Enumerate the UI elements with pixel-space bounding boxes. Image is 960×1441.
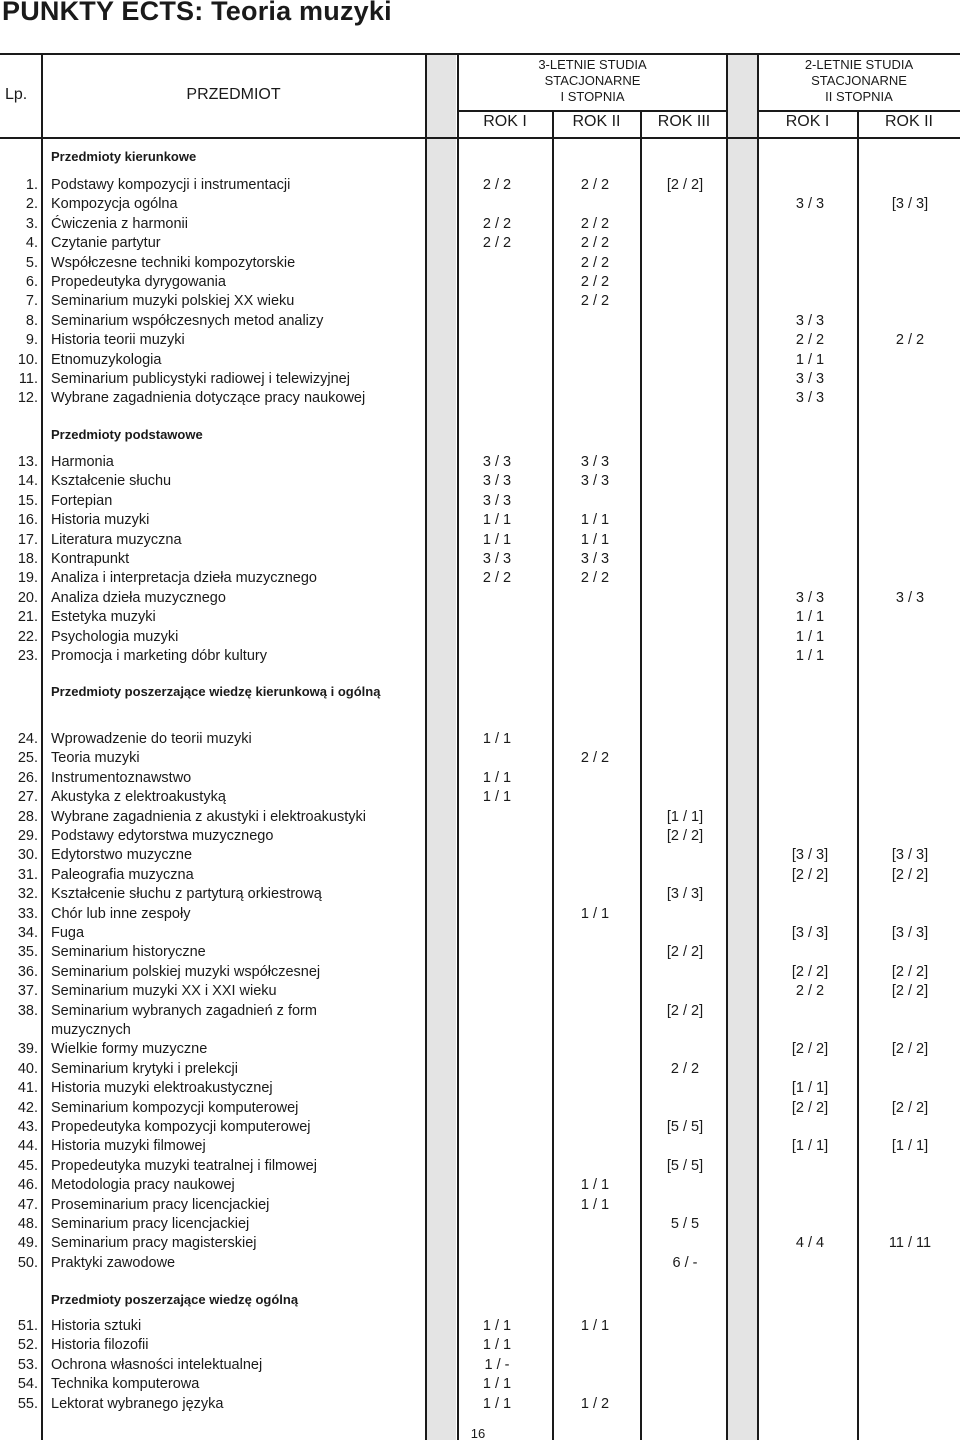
row-number: 50. — [17, 1254, 38, 1271]
row-number: 53. — [17, 1356, 38, 1373]
ects-value: [1 / 1] — [791, 1138, 829, 1155]
row-number: 47. — [17, 1196, 38, 1213]
row-number: 48. — [17, 1216, 38, 1232]
ects-value: 2 / 2 — [580, 274, 610, 290]
column-divider — [757, 53, 759, 1440]
subheader-rule-2 — [758, 110, 960, 112]
ects-value: 2 / 2 — [580, 177, 610, 193]
row-number: 33. — [17, 905, 38, 922]
subject-name: Estetyka muzyki — [51, 609, 156, 626]
ects-value: 2 / 2 — [580, 570, 610, 587]
ects-value: [1 / 1] — [891, 1138, 929, 1155]
row-number: 43. — [17, 1119, 38, 1135]
row-number: 40. — [17, 1060, 38, 1077]
row-number: 12. — [17, 390, 38, 407]
ects-value: 2 / 2 — [580, 235, 610, 252]
row-number: 35. — [17, 944, 38, 961]
ects-value: 4 / 4 — [795, 1235, 825, 1252]
group2-header — [758, 57, 960, 105]
subject-name: Metodologia pracy naukowej — [51, 1177, 235, 1194]
subject-name: Seminarium krytyki i prelekcji — [51, 1060, 238, 1077]
subject-name: Promocja i marketing dóbr kultury — [51, 648, 267, 664]
row-number: 41. — [17, 1080, 38, 1097]
section-title: Przedmioty podstawowe — [51, 427, 203, 442]
row-number: 54. — [17, 1376, 38, 1393]
ects-value: [3 / 3] — [891, 847, 929, 864]
group1-line3: I STOPNIA — [560, 89, 625, 104]
column-divider — [857, 110, 859, 1440]
row-number: 32. — [17, 886, 38, 903]
group1-header — [458, 57, 727, 105]
row-number: 44. — [17, 1138, 38, 1155]
subject-name: Historia muzyki filmowej — [51, 1138, 206, 1155]
ects-value: 1 / 1 — [482, 1318, 512, 1334]
ects-value: 3 / 3 — [795, 196, 825, 213]
ects-value: 2 / 2 — [795, 983, 825, 1000]
ects-value: 1 / 1 — [795, 609, 825, 626]
ects-value: 3 / 3 — [482, 551, 512, 567]
subject-name: Historia teorii muzyki — [51, 332, 185, 349]
subject-name: Kompozycja ogólna — [51, 196, 178, 213]
ects-value: 1 / 1 — [580, 531, 610, 548]
ects-value: [1 / 1] — [666, 808, 704, 825]
row-number: 11. — [18, 371, 38, 387]
row-number: 23. — [17, 648, 38, 664]
subject-name: Analiza i interpretacja dzieła muzycznego — [51, 570, 317, 587]
subject-name: Seminarium wybranych zagadnień z form muzycznych — [51, 1002, 317, 1039]
row-number: 28. — [17, 808, 38, 825]
table-top-rule — [0, 53, 960, 55]
row-number: 22. — [17, 628, 38, 645]
row-number: 9. — [25, 332, 38, 349]
header-bottom-rule — [0, 137, 960, 139]
row-number: 2. — [25, 196, 38, 213]
subject-name: Analiza dzieła muzycznego — [51, 589, 226, 606]
ects-value: [3 / 3] — [891, 925, 929, 941]
subject-name: Historia muzyki elektroakustycznej — [51, 1080, 273, 1097]
row-number: 17. — [17, 531, 38, 548]
page-number: 16 — [470, 1426, 486, 1441]
subject-name: Teoria muzyki — [51, 750, 140, 767]
subject-name: Seminarium pracy magisterskiej — [51, 1235, 257, 1252]
ects-value: 2 / 2 — [482, 177, 512, 193]
subject-name: Literatura muzyczna — [51, 531, 182, 548]
ects-value: 1 / 1 — [580, 1177, 610, 1194]
row-number: 45. — [17, 1157, 38, 1174]
ects-value: 2 / 2 — [895, 332, 925, 349]
ects-value: [2 / 2] — [791, 963, 829, 980]
column-gap — [727, 55, 757, 1440]
ects-value: 1 / 1 — [482, 769, 512, 786]
column-divider — [640, 110, 642, 1440]
subject-name: Seminarium polskiej muzyki współczesnej — [51, 963, 321, 980]
subject-name: Propedeutyka muzyki teatralnej i filmowej — [51, 1157, 317, 1174]
row-number: 13. — [17, 454, 38, 470]
subject-name: Technika komputerowa — [51, 1376, 200, 1393]
row-number: 52. — [17, 1337, 38, 1354]
ects-value: [2 / 2] — [666, 828, 704, 844]
subject-name: Praktyki zawodowe — [51, 1254, 176, 1271]
row-number: 42. — [17, 1099, 38, 1116]
ects-value: 1 / 1 — [795, 648, 825, 664]
row-number: 29. — [17, 828, 38, 844]
ects-value: 1 / 1 — [482, 1337, 512, 1354]
subject-name: Instrumentoznawstwo — [51, 769, 192, 786]
subject-name: Seminarium kompozycji komputerowej — [51, 1099, 299, 1116]
row-number: 55. — [17, 1395, 38, 1412]
row-number: 18. — [17, 551, 38, 567]
ects-value: 1 / 1 — [482, 531, 512, 548]
row-number: 15. — [17, 492, 38, 509]
subject-name: Historia sztuki — [51, 1318, 142, 1334]
row-number: 19. — [17, 570, 38, 587]
ects-value: [2 / 2] — [891, 1099, 929, 1116]
row-number: 6. — [25, 274, 38, 290]
row-number: 39. — [17, 1041, 38, 1058]
subject-name: Podstawy edytorstwa muzycznego — [51, 828, 274, 844]
ects-value: 3 / 3 — [795, 390, 825, 407]
row-number: 24. — [17, 731, 38, 747]
ects-value: 2 / 2 — [580, 293, 610, 310]
row-number: 51. — [17, 1318, 38, 1334]
ects-value: [1 / 1] — [791, 1080, 829, 1097]
ects-value: 1 / 1 — [482, 731, 512, 747]
section-title: Przedmioty poszerzające wiedzę ogólną — [51, 1292, 299, 1307]
year-header: ROK III — [657, 113, 711, 130]
ects-value: [2 / 2] — [891, 866, 929, 883]
subject-name: Ochrona własności intelektualnej — [51, 1356, 263, 1373]
subject-name: Fuga — [51, 925, 85, 941]
ects-value: 1 / 1 — [795, 351, 825, 368]
subject-name: Seminarium muzyki polskiej XX wieku — [51, 293, 295, 310]
ects-value: [2 / 2] — [791, 1099, 829, 1116]
ects-value: [2 / 2] — [891, 963, 929, 980]
row-number: 16. — [17, 512, 38, 529]
subject-name: Fortepian — [51, 492, 113, 509]
ects-value: 3 / 3 — [895, 589, 925, 606]
page-title: PUNKTY ECTS: Teoria muzyki — [2, 0, 392, 26]
ects-value: 3 / 3 — [580, 473, 610, 490]
ects-value: 1 / - — [484, 1356, 510, 1373]
subject-name: Seminarium muzyki XX i XXI wieku — [51, 983, 277, 1000]
row-number: 4. — [25, 235, 38, 252]
ects-value: 2 / 2 — [482, 235, 512, 252]
ects-value: 3 / 3 — [482, 473, 512, 490]
year-header: ROK I — [785, 113, 830, 130]
subject-name: Chór lub inne zespoły — [51, 905, 191, 922]
row-number: 5. — [25, 254, 38, 271]
group1-line2: STACJONARNE — [544, 73, 641, 88]
subject-name: Harmonia — [51, 454, 114, 470]
subject-name: Seminarium współczesnych metod analizy — [51, 312, 324, 329]
row-number: 46. — [17, 1177, 38, 1194]
ects-value: 1 / 1 — [482, 789, 512, 806]
row-number: 30. — [17, 847, 38, 864]
ects-value: 6 / - — [672, 1254, 698, 1271]
ects-value: 2 / 2 — [670, 1060, 700, 1077]
row-number: 20. — [17, 589, 38, 606]
subject-name: Psychologia muzyki — [51, 628, 179, 645]
subject-name: Podstawy kompozycji i instrumentacji — [51, 177, 291, 193]
subject-name: Akustyka z elektroakustyką — [51, 789, 226, 806]
ects-value: [2 / 2] — [791, 866, 829, 883]
ects-value: 1 / 1 — [482, 1395, 512, 1412]
row-number: 10. — [17, 351, 38, 368]
group2-line1: 2-LETNIE STUDIA — [804, 57, 914, 72]
ects-value: 2 / 2 — [580, 254, 610, 271]
subject-name: Ćwiczenia z harmonii — [51, 215, 188, 232]
row-number: 27. — [17, 789, 38, 806]
ects-value: 5 / 5 — [670, 1216, 700, 1232]
subject-name: Współczesne techniki kompozytorskie — [51, 254, 296, 271]
ects-value: 1 / 2 — [580, 1395, 610, 1412]
column-divider — [425, 53, 427, 1440]
ects-value: 3 / 3 — [482, 492, 512, 509]
row-number: 34. — [17, 925, 38, 941]
column-divider — [552, 110, 554, 1440]
ects-value: [3 / 3] — [666, 886, 704, 903]
ects-value: 3 / 3 — [482, 454, 512, 470]
section-title: Przedmioty poszerzające wiedzę kierunkową i ogólną — [51, 684, 381, 699]
ects-value: 1 / 1 — [580, 1196, 610, 1213]
section-title: Przedmioty kierunkowe — [51, 149, 197, 164]
row-number: 3. — [25, 215, 38, 232]
ects-value: 3 / 3 — [580, 454, 610, 470]
ects-value: 2 / 2 — [580, 750, 610, 767]
ects-value: 3 / 3 — [580, 551, 610, 567]
year-header: ROK I — [483, 113, 527, 130]
subheader-rule-1 — [458, 110, 727, 112]
row-number: 1. — [25, 177, 38, 193]
ects-value: [5 / 5] — [666, 1157, 704, 1174]
subject-name: Wielkie formy muzyczne — [51, 1041, 208, 1058]
ects-value: [5 / 5] — [666, 1119, 704, 1135]
subject-name: Lektorat wybranego języka — [51, 1395, 224, 1412]
row-number: 21. — [17, 609, 38, 626]
subject-header: PRZEDMIOT — [186, 86, 281, 103]
subject-name: Seminarium publicystyki radiowej i telewizyjnej — [51, 371, 350, 387]
row-number: 37. — [17, 983, 38, 1000]
subject-name: Propedeutyka dyrygowania — [51, 274, 226, 290]
subject-name: Paleografia muzyczna — [51, 866, 194, 883]
row-number: 8. — [25, 312, 38, 329]
ects-value: 3 / 3 — [795, 371, 825, 387]
row-number: 31. — [17, 866, 38, 883]
subject-name: Propedeutyka kompozycji komputerowej — [51, 1119, 311, 1135]
subject-name: Seminarium historyczne — [51, 944, 206, 961]
row-number: 49. — [17, 1235, 38, 1252]
group2-line2: STACJONARNE — [811, 73, 907, 88]
row-number: 38. — [17, 1002, 38, 1019]
year-header: ROK II — [884, 113, 933, 130]
ects-value: 3 / 3 — [795, 312, 825, 329]
ects-value: 1 / 1 — [580, 512, 610, 529]
subject-name: Wybrane zagadnienia dotyczące pracy naukowej — [51, 390, 366, 407]
row-number: 7. — [25, 293, 38, 310]
lp-header: Lp. — [5, 86, 28, 103]
subject-name: Wybrane zagadnienia z akustyki i elektroakustyki — [51, 808, 366, 825]
year-header: ROK II — [572, 113, 621, 130]
ects-value: 1 / 1 — [482, 1376, 512, 1393]
ects-value: [2 / 2] — [666, 177, 704, 193]
ects-value: [2 / 2] — [891, 983, 929, 1000]
ects-value: [2 / 2] — [666, 1002, 704, 1019]
row-number: 25. — [17, 750, 38, 767]
group2-line3: II STOPNIA — [825, 89, 893, 104]
ects-value: 1 / 1 — [580, 905, 610, 922]
ects-value: [3 / 3] — [791, 847, 829, 864]
row-number: 36. — [17, 963, 38, 980]
row-number: 14. — [17, 473, 38, 490]
ects-value: 2 / 2 — [482, 570, 512, 587]
column-divider — [41, 53, 43, 1440]
ects-value: 3 / 3 — [795, 589, 825, 606]
subject-name: Historia filozofii — [51, 1337, 149, 1354]
ects-value: [2 / 2] — [791, 1041, 829, 1058]
subject-name: Kształcenie słuchu — [51, 473, 172, 490]
subject-name: Historia muzyki — [51, 512, 150, 529]
row-number: 26. — [17, 769, 38, 786]
subject-name: Wprowadzenie do teorii muzyki — [51, 731, 252, 747]
ects-value: 2 / 2 — [482, 215, 512, 232]
ects-value: 1 / 1 — [580, 1318, 610, 1334]
subject-name: Seminarium pracy licencjackiej — [51, 1216, 250, 1232]
subject-name: Etnomuzykologia — [51, 351, 162, 368]
ects-value: [3 / 3] — [791, 925, 829, 941]
subject-name: Czytanie partytur — [51, 235, 161, 252]
group1-line1: 3-LETNIE STUDIA — [538, 57, 647, 72]
subject-name: Proseminarium pracy licencjackiej — [51, 1196, 270, 1213]
ects-value: 2 / 2 — [580, 215, 610, 232]
ects-value: 11 / 11 — [888, 1235, 932, 1252]
subject-name: Kontrapunkt — [51, 551, 130, 567]
ects-value: 2 / 2 — [795, 332, 825, 349]
subject-name: Edytorstwo muzyczne — [51, 847, 193, 864]
column-gap — [426, 55, 456, 1440]
ects-value: [2 / 2] — [891, 1041, 929, 1058]
ects-value: 1 / 1 — [482, 512, 512, 529]
ects-value: [3 / 3] — [891, 196, 929, 213]
ects-value: 1 / 1 — [795, 628, 825, 645]
ects-value: [2 / 2] — [666, 944, 704, 961]
subject-name: Kształcenie słuchu z partyturą orkiestrową — [51, 886, 322, 903]
